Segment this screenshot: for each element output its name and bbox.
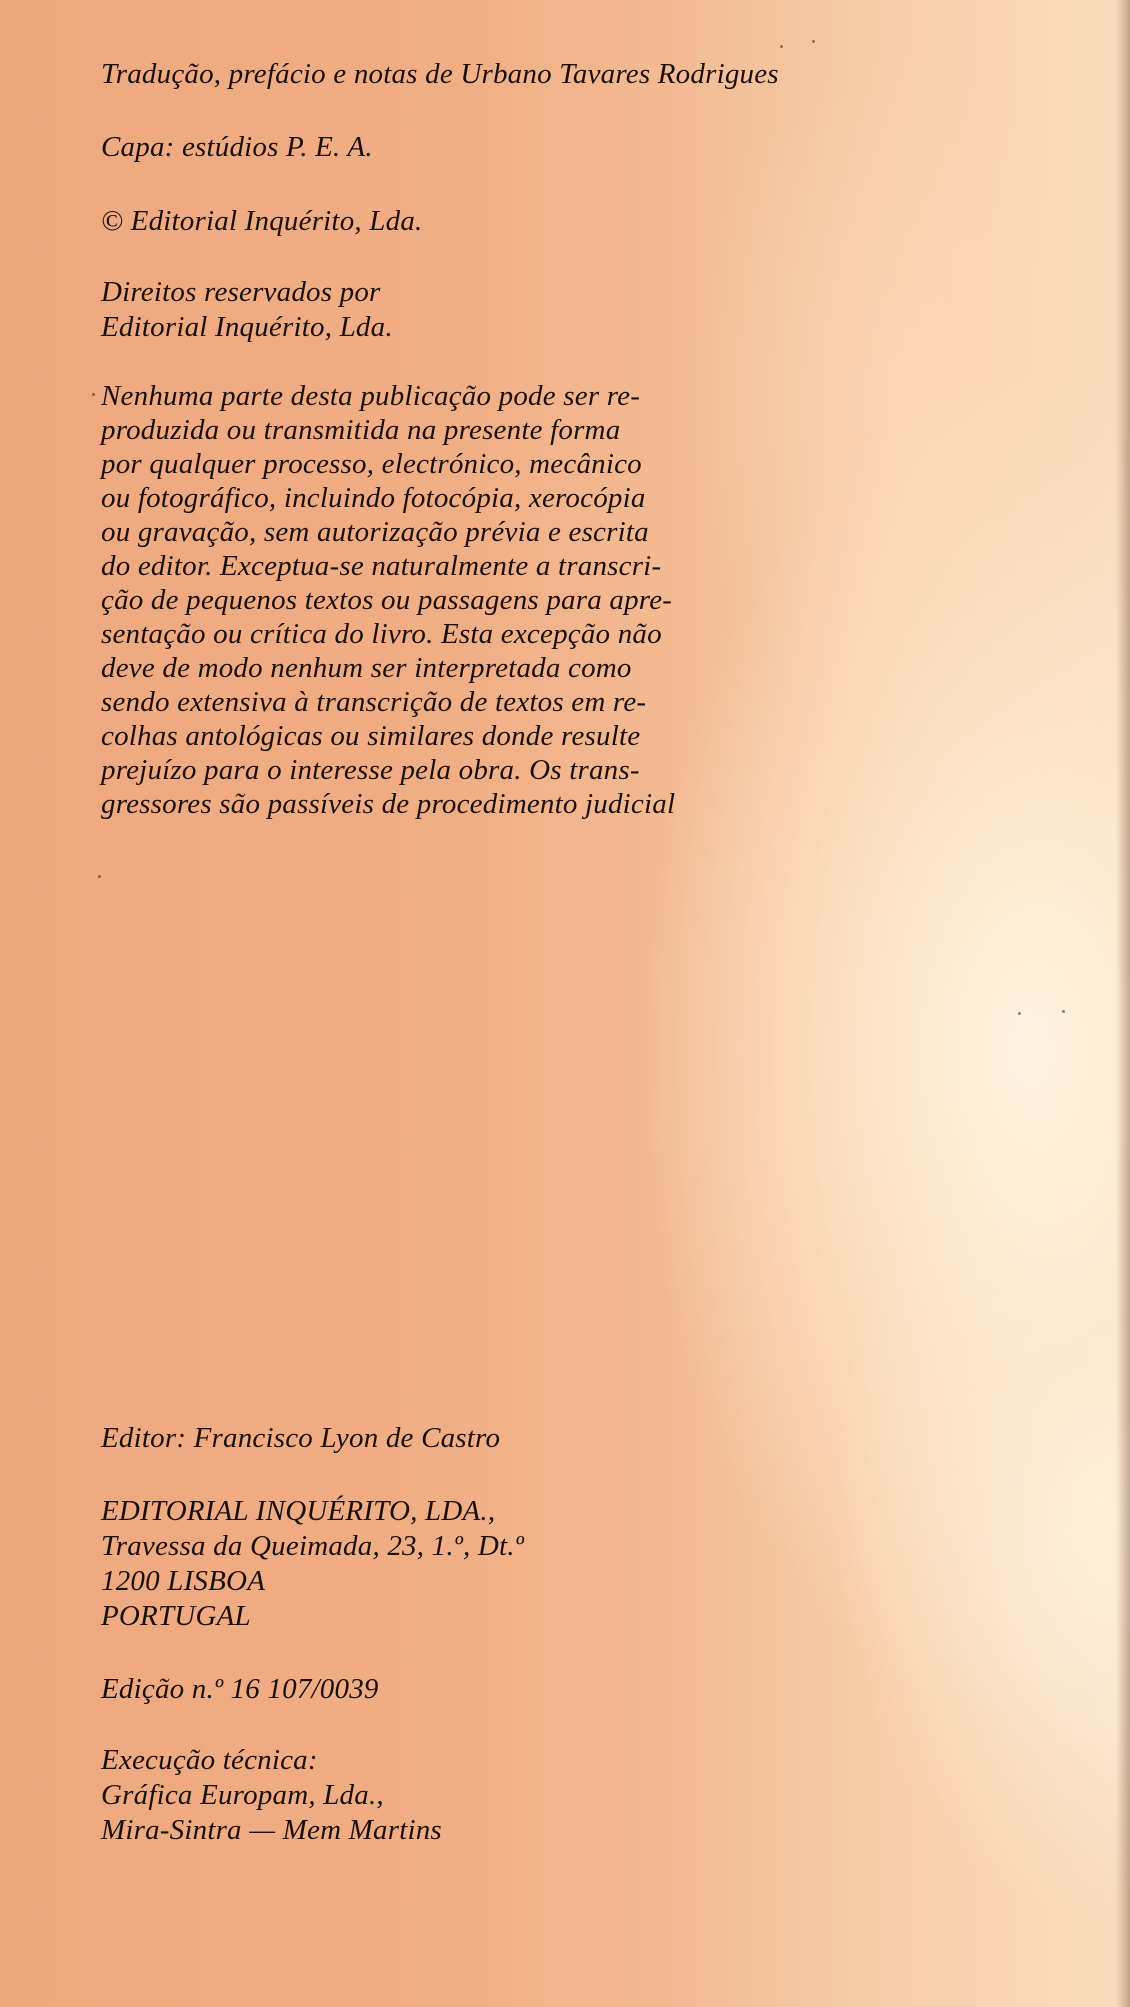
- legal-notice-line: prejuízo para o interesse pela obra. Os trans-: [101, 754, 640, 786]
- publisher-country: PORTUGAL: [101, 1600, 251, 1632]
- printer-location: Mira-Sintra — Mem Martins: [101, 1814, 442, 1846]
- publisher-city: 1200 LISBOA: [101, 1565, 266, 1597]
- rights-line-2: Editorial Inquérito, Lda.: [101, 311, 393, 343]
- legal-notice-line: produzida ou transmitida na presente forma: [101, 414, 621, 446]
- paper-speck: [98, 875, 101, 878]
- publisher-street: Travessa da Queimada, 23, 1.º, Dt.º: [101, 1530, 524, 1562]
- legal-notice-line: ção de pequenos textos ou passagens para apre-: [101, 584, 673, 616]
- copyright-line: © Editorial Inquérito, Lda.: [101, 205, 423, 237]
- legal-notice-line: sentação ou crítica do livro. Esta excepção não: [101, 618, 662, 650]
- rights-line-1: Direitos reservados por: [101, 276, 381, 308]
- legal-notice-line: colhas antológicas ou similares donde resulte: [101, 720, 641, 752]
- legal-notice-line: deve de modo nenhum ser interpretada como: [101, 652, 632, 684]
- edition-number: Edição n.º 16 107/0039: [101, 1673, 379, 1705]
- printing-label: Execução técnica:: [101, 1744, 318, 1776]
- paper-speck: [92, 393, 95, 396]
- legal-notice-line: Nenhuma parte desta publicação pode ser re-: [101, 380, 641, 412]
- printer-name: Gráfica Europam, Lda.,: [101, 1779, 384, 1811]
- paper-speck: [1062, 1010, 1065, 1013]
- paper-speck: [812, 40, 815, 43]
- editor-credit: Editor: Francisco Lyon de Castro: [101, 1422, 501, 1454]
- legal-notice-line: ou fotográfico, incluindo fotocópia, xerocópia: [101, 482, 646, 514]
- paper-speck: [1018, 1012, 1021, 1015]
- legal-notice-line: ou gravação, sem autorização prévia e escrita: [101, 516, 649, 548]
- legal-notice-line: gressores são passíveis de procedimento judicial: [101, 788, 676, 820]
- publisher-name: EDITORIAL INQUÉRITO, LDA.,: [101, 1495, 496, 1527]
- paper-speck: [780, 45, 783, 48]
- legal-notice-line: por qualquer processo, electrónico, mecânico: [101, 448, 642, 480]
- page-edge-shadow: [1116, 0, 1130, 2007]
- translation-credit: Tradução, prefácio e notas de Urbano Tavares Rodrigues: [101, 58, 779, 90]
- cover-credit: Capa: estúdios P. E. A.: [101, 131, 373, 163]
- legal-notice-line: sendo extensiva à transcrição de textos em re-: [101, 686, 647, 718]
- legal-notice-line: do editor. Exceptua-se naturalmente a transcri-: [101, 550, 662, 582]
